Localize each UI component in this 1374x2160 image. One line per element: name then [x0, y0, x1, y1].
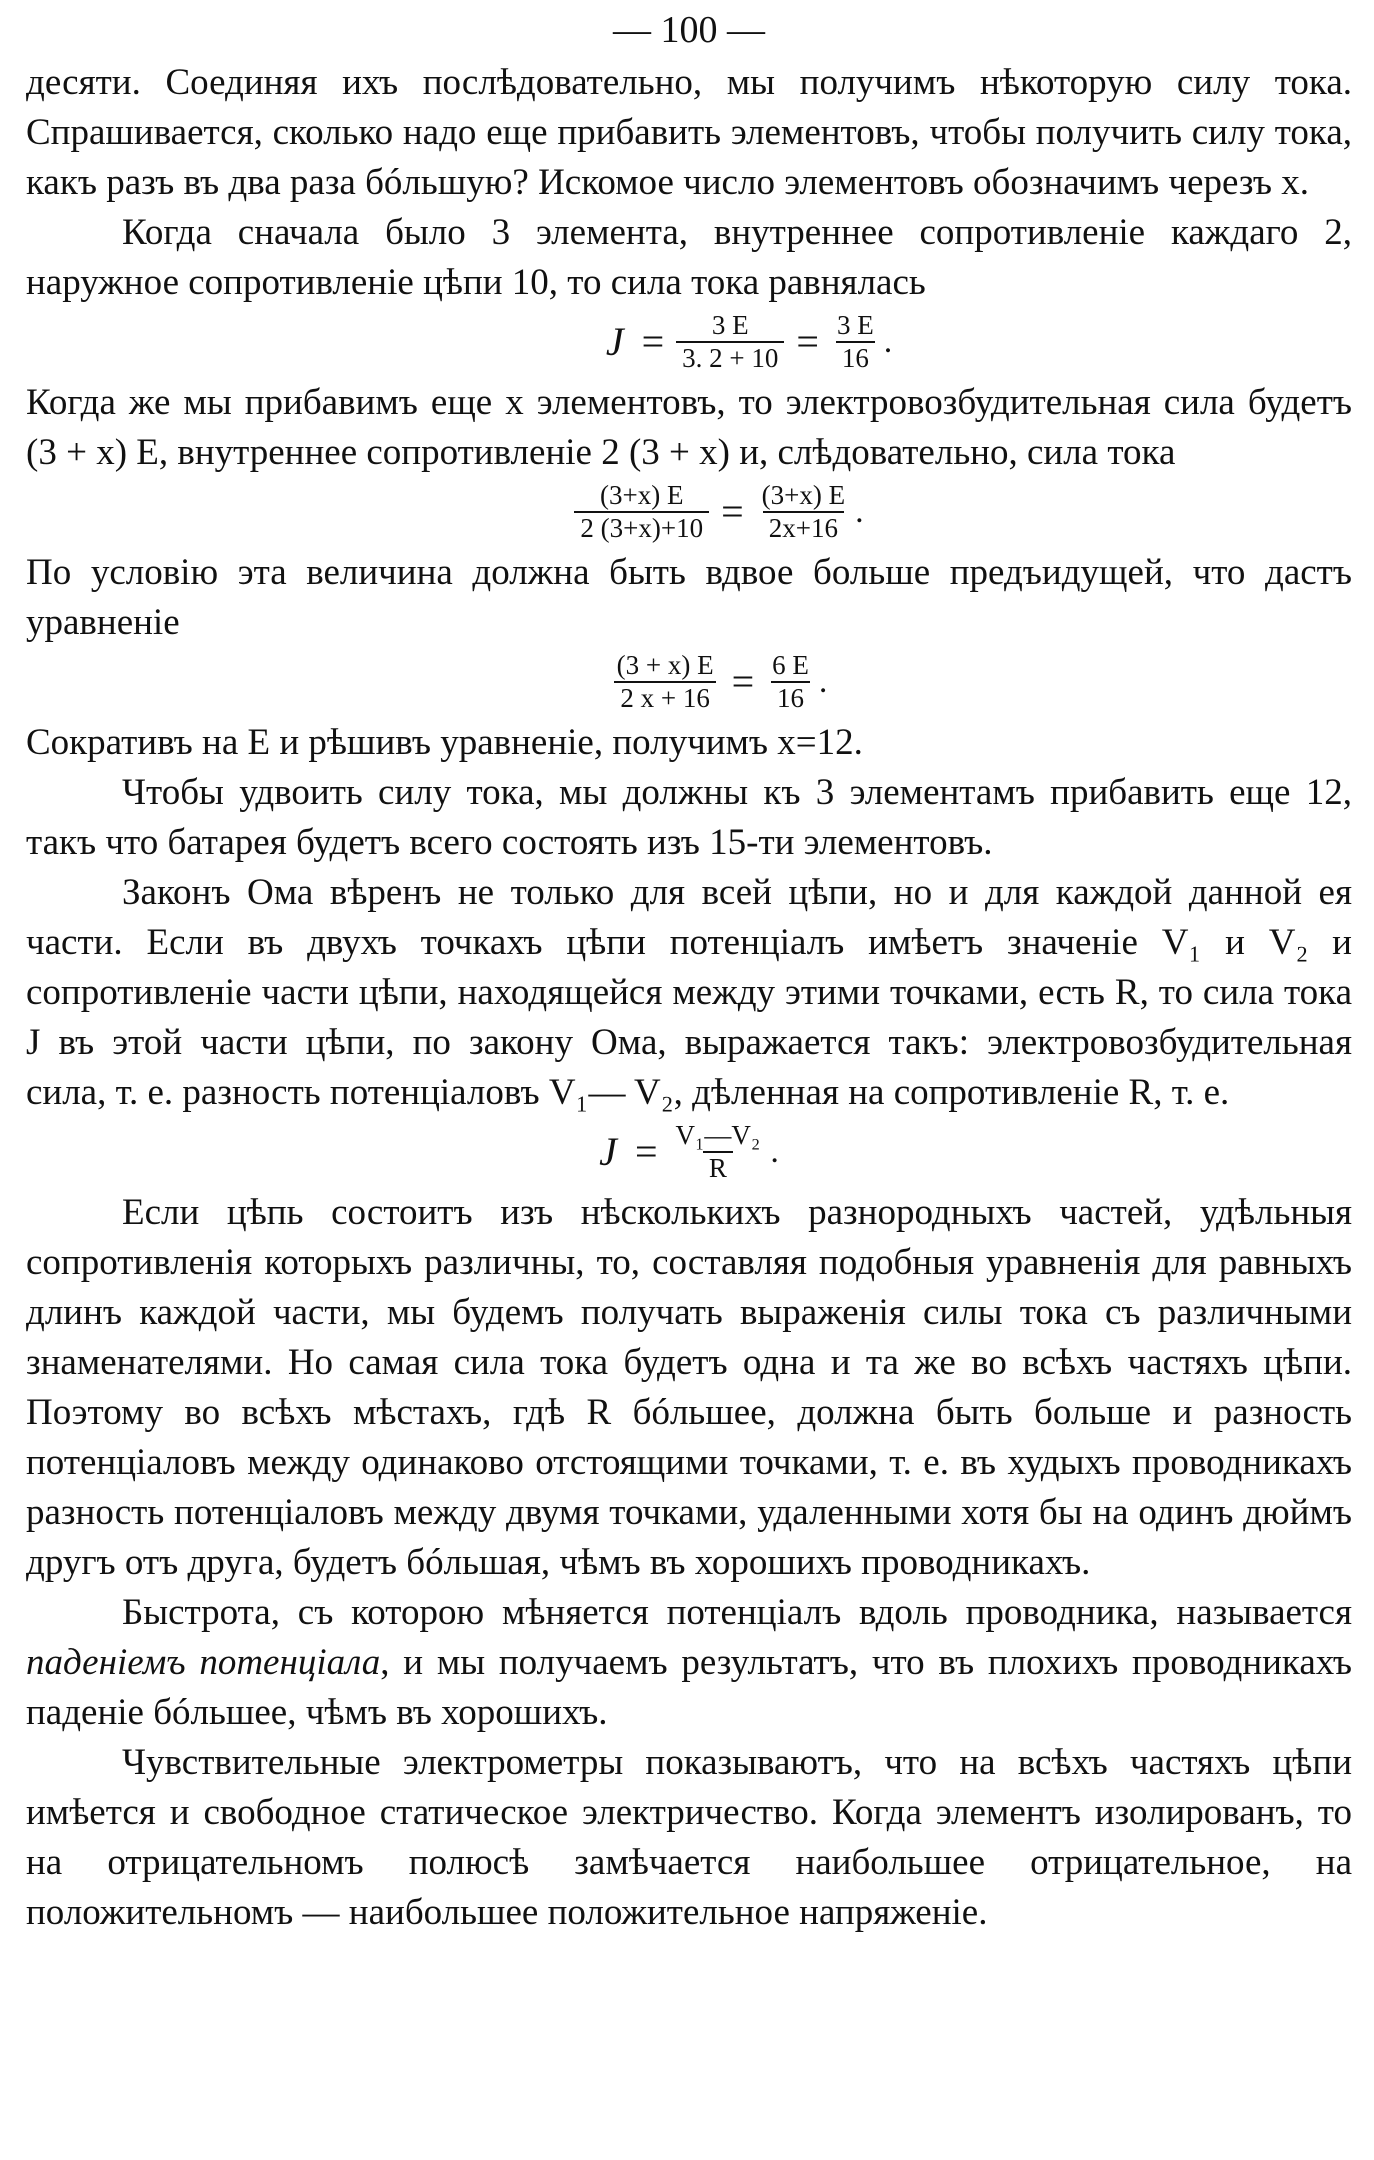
numerator: 6 E — [772, 650, 809, 680]
formula-current-initial — [146, 312, 1352, 372]
fraction — [611, 652, 720, 712]
page-number: — 100 — — [613, 9, 765, 51]
paragraph-1: десяти. Соединяя ихъ послѣдовательно, мы получимъ нѣкоторую силу тока. Спрашивается, сколько надо еще прибавить элементовъ, чтобы получить силу тока, какъ разъ въ два раза бóльшую? Искомое число элементовъ обозначимъ черезъ x. — [26, 62, 1352, 203]
equals-sign: = — [721, 489, 744, 534]
denominator: 3. 2 + 10 — [676, 341, 784, 372]
denominator: 16 — [836, 341, 875, 372]
formula-equation — [86, 652, 1352, 712]
fraction — [670, 1122, 767, 1182]
equals-sign: = — [796, 319, 819, 364]
formula-lhs: J — [599, 1129, 617, 1174]
denominator: 16 — [771, 681, 810, 712]
formula-ohm-law — [26, 1122, 1352, 1182]
paragraph-9 — [26, 1588, 1352, 1738]
formula-lhs: J — [605, 319, 624, 364]
fraction — [574, 482, 709, 542]
term-potential-drop: паденіемъ потенціала — [26, 1642, 381, 1683]
paragraph-2: Когда сначала было 3 элемента, внутреннее сопротивленіе каждаго 2, наружное сопротивленіе цѣпи 10, то сила тока равнялась — [26, 212, 1352, 303]
formula-current-added — [86, 482, 1352, 542]
paragraph-7: Законъ Ома вѣренъ не только для всей цѣпи, но и для каждой данной ея части. Если въ двухъ точкахъ цѣпи потенціалъ имѣетъ значеніе V₁ и V₂ и сопротивленіе части цѣпи, находящейся между этими точками, есть R, то сила тока J въ этой части цѣпи, по закону Ома, выражается такъ: электровозбудительная сила, т. е. разность потенціаловъ V₁— V₂, дѣленная на сопротивленіе R, т. е. — [26, 872, 1352, 1113]
fraction — [766, 652, 815, 712]
denominator: 2 x + 16 — [614, 681, 715, 712]
equals-sign: = — [641, 319, 665, 364]
paragraph-9-text-b: , и мы получаемъ результатъ, что въ плохихъ проводникахъ паденіе бóльшее, чѣмъ въ хорошихъ. — [26, 1642, 1352, 1733]
denominator: 2 (3+x)+10 — [574, 511, 709, 542]
formula-period: . — [770, 1133, 779, 1170]
paragraph-9-text-a: Быстрота, съ которою мѣняется потенціалъ вдоль проводника, называется — [122, 1592, 1352, 1633]
paragraph-5: Сокративъ на E и рѣшивъ уравненіе, получимъ x=12. — [26, 722, 863, 763]
paragraph-10: Чувствительные электрометры показываютъ, что на всѣхъ частяхъ цѣпи имѣется и свободное статическое электричество. Когда элементъ изолированъ, то на отрицательномъ полюсѣ замѣчается наибольшее отрицательное, на положительномъ — наибольшее положительное напряженіе. — [26, 1742, 1352, 1933]
denominator: R — [703, 1151, 733, 1182]
numerator: (3 + x) E — [616, 650, 714, 680]
numerator: V₁—V₂ — [675, 1120, 761, 1150]
fraction — [676, 312, 784, 372]
paragraph-6: Чтобы удвоить силу тока, мы должны къ 3 элементамъ прибавить еще 12, такъ что батарея будетъ всего состоять изъ 15-ти элементовъ. — [26, 772, 1352, 863]
equals-sign: = — [634, 1129, 658, 1174]
denominator: 2x+16 — [763, 511, 844, 542]
paragraph-4: По условію эта величина должна быть вдвое больше предъидущей, что дастъ уравненіе — [26, 552, 1352, 643]
paragraph-3: Когда же мы прибавимъ еще x элементовъ, то электровозбудительная сила будетъ (3 + x) E, внутреннее сопротивленіе 2 (3 + x) и, слѣдовательно, сила тока — [26, 382, 1352, 473]
formula-period: . — [818, 663, 828, 700]
paragraph-8: Если цѣпь состоитъ изъ нѣсколькихъ разнородныхъ частей, удѣльныя сопротивленія которыхъ различны, то, составляя подобныя уравненія для равныхъ длинъ каждой части, мы будемъ получать выраженія силы тока съ различными знаменателями. Но самая сила тока будетъ одна и та же во всѣхъ частяхъ цѣпи. Поэтому во всѣхъ мѣстахъ, гдѣ R бóльшее, должна быть больше и разность потенціаловъ между одинаково отстоящими точками, т. е. въ худыхъ проводникахъ разность потенціаловъ между двумя точками, удаленными хотя бы на одинъ дюймъ другъ отъ друга, будетъ бóльшая, чѣмъ въ хорошихъ проводникахъ. — [26, 1192, 1352, 1583]
equals-sign: = — [731, 659, 755, 704]
fraction — [831, 312, 880, 372]
formula-period: . — [883, 323, 893, 360]
fraction — [756, 482, 851, 542]
numerator: (3+x) E — [761, 480, 846, 510]
numerator: (3+x) E — [600, 480, 684, 510]
numerator: 3 E — [711, 310, 749, 340]
numerator: 3 E — [836, 310, 874, 340]
formula-period: . — [855, 493, 864, 530]
